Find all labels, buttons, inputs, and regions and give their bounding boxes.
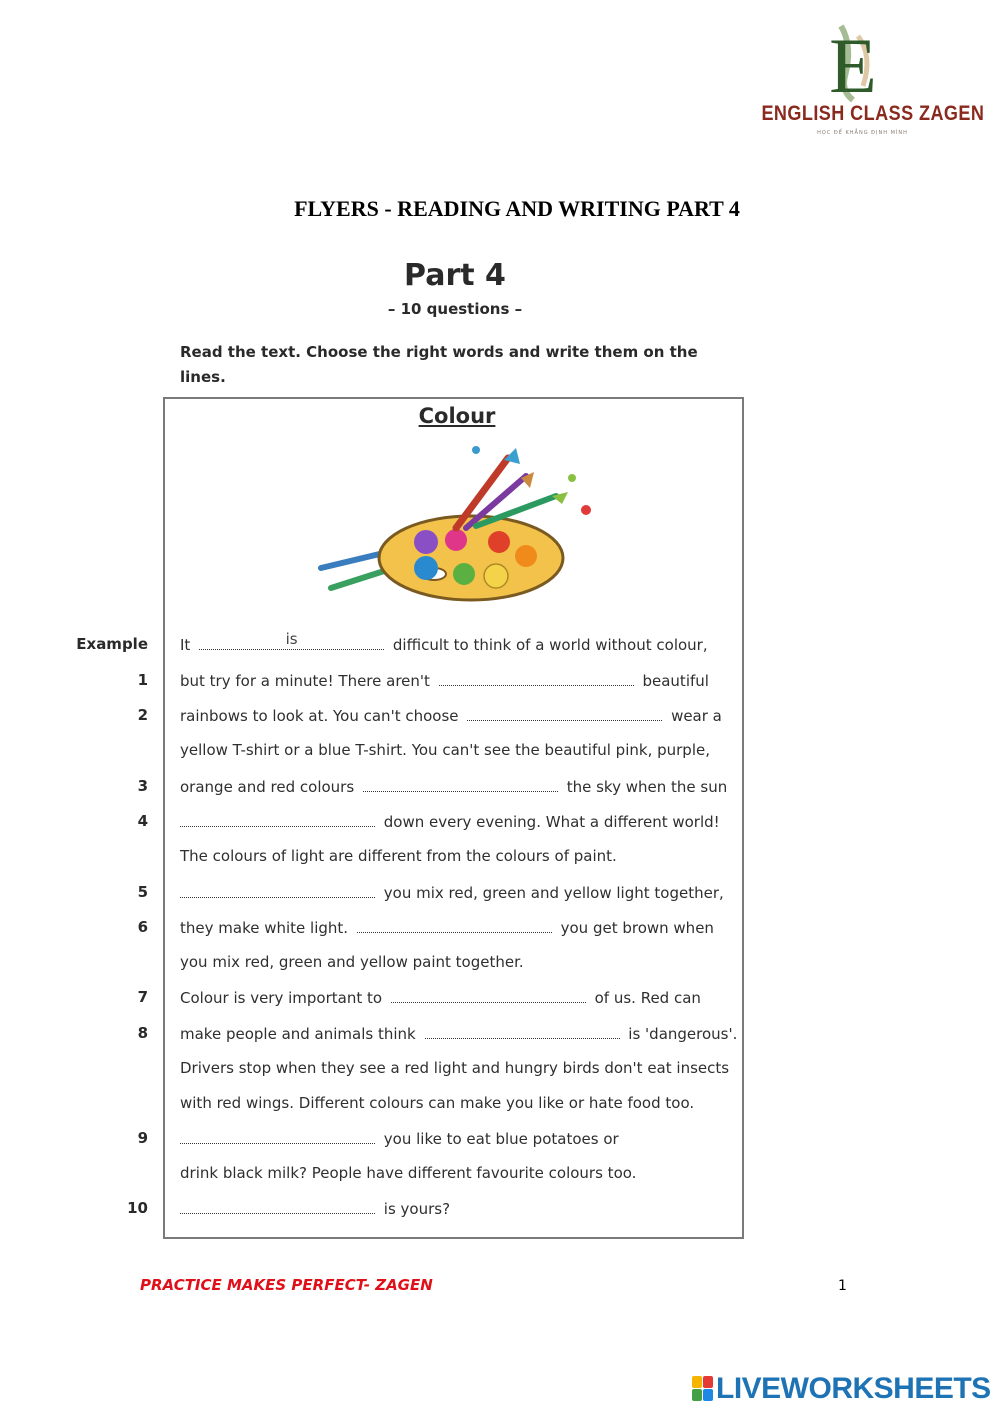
question-label-2: 2: [137, 706, 148, 724]
answer-gap-1[interactable]: [439, 671, 634, 686]
text-line-9: you like to eat blue potatoes or: [180, 1129, 740, 1148]
text-line-plain: with red wings. Different colours can make you like or hate food too.: [180, 1094, 695, 1112]
logo: [745, 10, 985, 140]
logo-e-icon: [823, 16, 883, 104]
question-label-6: 6: [137, 918, 148, 936]
logo-text: ENGLISH CLASS ZAGEN: [761, 102, 985, 125]
answer-gap-2[interactable]: [467, 706, 662, 721]
text-line-plain: Drivers stop when they see a red light and hungry birds don't eat insects: [180, 1059, 730, 1077]
text-line-4: down every evening. What a different world!: [180, 812, 740, 831]
answer-gap-3[interactable]: [363, 777, 558, 792]
instructions: Read the text. Choose the right words and write them on the lines.: [180, 343, 698, 386]
liveworksheets-text: LIVEWORKSHEETS: [716, 1372, 991, 1405]
text-line-plain: yellow T-shirt or a blue T-shirt. You can't see the beautiful pink, purple,: [180, 741, 710, 759]
question-label-4: 4: [137, 812, 148, 830]
text-line-plain: The colours of light are different from the colours of paint.: [180, 847, 617, 865]
text-line-6: they make white light. you get brown when: [180, 919, 714, 937]
logo-subtitle: HỌC ĐỂ KHẲNG ĐỊNH MÌNH: [817, 130, 908, 136]
text-line-5: you mix red, green and yellow light together,: [180, 883, 740, 902]
answer-gap-5[interactable]: [180, 883, 375, 898]
text-title: Colour: [418, 404, 496, 428]
answer-gap-4[interactable]: [180, 812, 375, 827]
text-line-1: but try for a minute! There aren't beautiful: [180, 672, 709, 690]
page-title: FLYERS - READING AND WRITING PART 4: [294, 196, 740, 221]
text-line-8: make people and animals think is 'dangerous'.: [180, 1025, 738, 1043]
answer-gap-6[interactable]: [357, 918, 552, 933]
question-label-8: 8: [137, 1024, 148, 1042]
question-label-9: 9: [137, 1129, 148, 1147]
svg-text:E: E: [829, 22, 877, 104]
text-line-7: Colour is very important to of us. Red can: [180, 989, 701, 1007]
question-label-3: 3: [137, 777, 148, 795]
question-label-example: Example: [76, 635, 148, 653]
text-line-plain: you mix red, green and yellow paint together.: [180, 953, 524, 971]
answer-gap-10[interactable]: [180, 1199, 375, 1214]
example-answer: is: [285, 630, 298, 648]
text-line-3: orange and red colours the sky when the sun: [180, 778, 728, 796]
answer-gap-7[interactable]: [391, 988, 586, 1003]
liveworksheets-logo: [692, 1372, 992, 1408]
text-line-10: is yours?: [180, 1199, 740, 1218]
text-line-example: It is difficult to think of a world without colour,: [180, 630, 708, 654]
liveworksheets-icon: [692, 1376, 714, 1402]
question-label-10: 10: [127, 1199, 148, 1217]
paint-palette-icon: [316, 438, 606, 608]
answer-gap-8[interactable]: [425, 1024, 620, 1039]
footer-text: PRACTICE MAKES PERFECT- ZAGEN: [140, 1276, 433, 1294]
answer-gap-example: [199, 630, 384, 650]
question-label-5: 5: [137, 883, 148, 901]
question-label-7: 7: [137, 988, 148, 1006]
part-subtitle: – 10 questions –: [387, 300, 523, 318]
part-title: Part 4: [404, 258, 506, 293]
question-label-1: 1: [137, 671, 148, 689]
answer-gap-9[interactable]: [180, 1129, 375, 1144]
text-line-plain: drink black milk? People have different favourite colours too.: [180, 1164, 637, 1182]
text-line-2: rainbows to look at. You can't choose wear a: [180, 707, 722, 725]
page-number: 1: [838, 1278, 847, 1294]
